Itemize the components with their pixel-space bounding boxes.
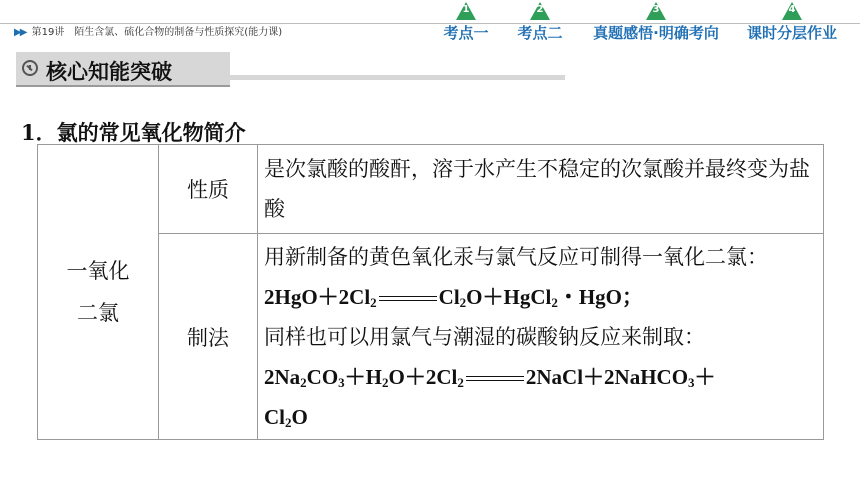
equals-sign (466, 376, 524, 381)
nav-tab-4[interactable] (738, 2, 846, 46)
property-label-cell: 性质 (159, 145, 258, 234)
nav-tab-3[interactable] (585, 2, 727, 46)
nav-tab-label: 课时分层作业 (746, 24, 837, 42)
double-arrow-icon: ▶▶ (14, 27, 26, 38)
nav-tab-label: 考点二 (517, 24, 563, 42)
section-underline (230, 75, 565, 80)
section-banner (16, 52, 230, 87)
content-heading: 1．氯的常见氧化物简介 (21, 120, 246, 145)
section-title: 核心知能突破 (46, 60, 172, 84)
prep-label-cell: 制法 (159, 234, 258, 440)
prep-text: 用新制备的黄色氧化汞与氯气反应可制得一氧化二氯： (264, 244, 768, 269)
nav-tab-1[interactable] (437, 2, 495, 46)
equation-1: $2HgO+2Cl_2$ $Cl_2O+HgCl_2$・HgO； (264, 284, 644, 310)
breadcrumb (14, 23, 282, 38)
property-text-cell: 是次氯酸的酸酐，溶于水产生不稳定的次氯酸并最终变为盐酸 (258, 145, 824, 234)
nav-tab-2[interactable] (511, 2, 569, 46)
equation-2: $2Na_2CO_3+H_2O+2Cl_2$ 2NaCl＋2NaHCO$_3$＋ $Cl_2O$ (264, 364, 716, 430)
nav-tab-label: 真题感悟·明确考向 (593, 24, 719, 42)
oxide-table (37, 144, 824, 440)
nav-tab-number: 4 (788, 4, 796, 15)
row-header-cell (38, 145, 159, 440)
breadcrumb-text: 第19讲 陌生含氯、硫化合物的制备与性质探究(能力课) (31, 27, 283, 38)
row-header-line: 一氧化 (66, 259, 130, 283)
nav-tab-number: 1 (462, 4, 470, 15)
nav-tab-number: 2 (536, 4, 544, 15)
prep-text: 同样也可以用氯气与潮湿的碳酸钠反应来制取： (264, 324, 705, 349)
nav-tab-number: 3 (652, 4, 660, 15)
arrow-circle-icon (22, 60, 38, 76)
prep-text-cell (258, 234, 824, 440)
row-header-line: 二氯 (77, 301, 119, 325)
equals-sign (379, 296, 437, 301)
top-bar (0, 0, 860, 46)
nav-tab-label: 考点一 (443, 24, 489, 42)
table-row (38, 145, 824, 234)
